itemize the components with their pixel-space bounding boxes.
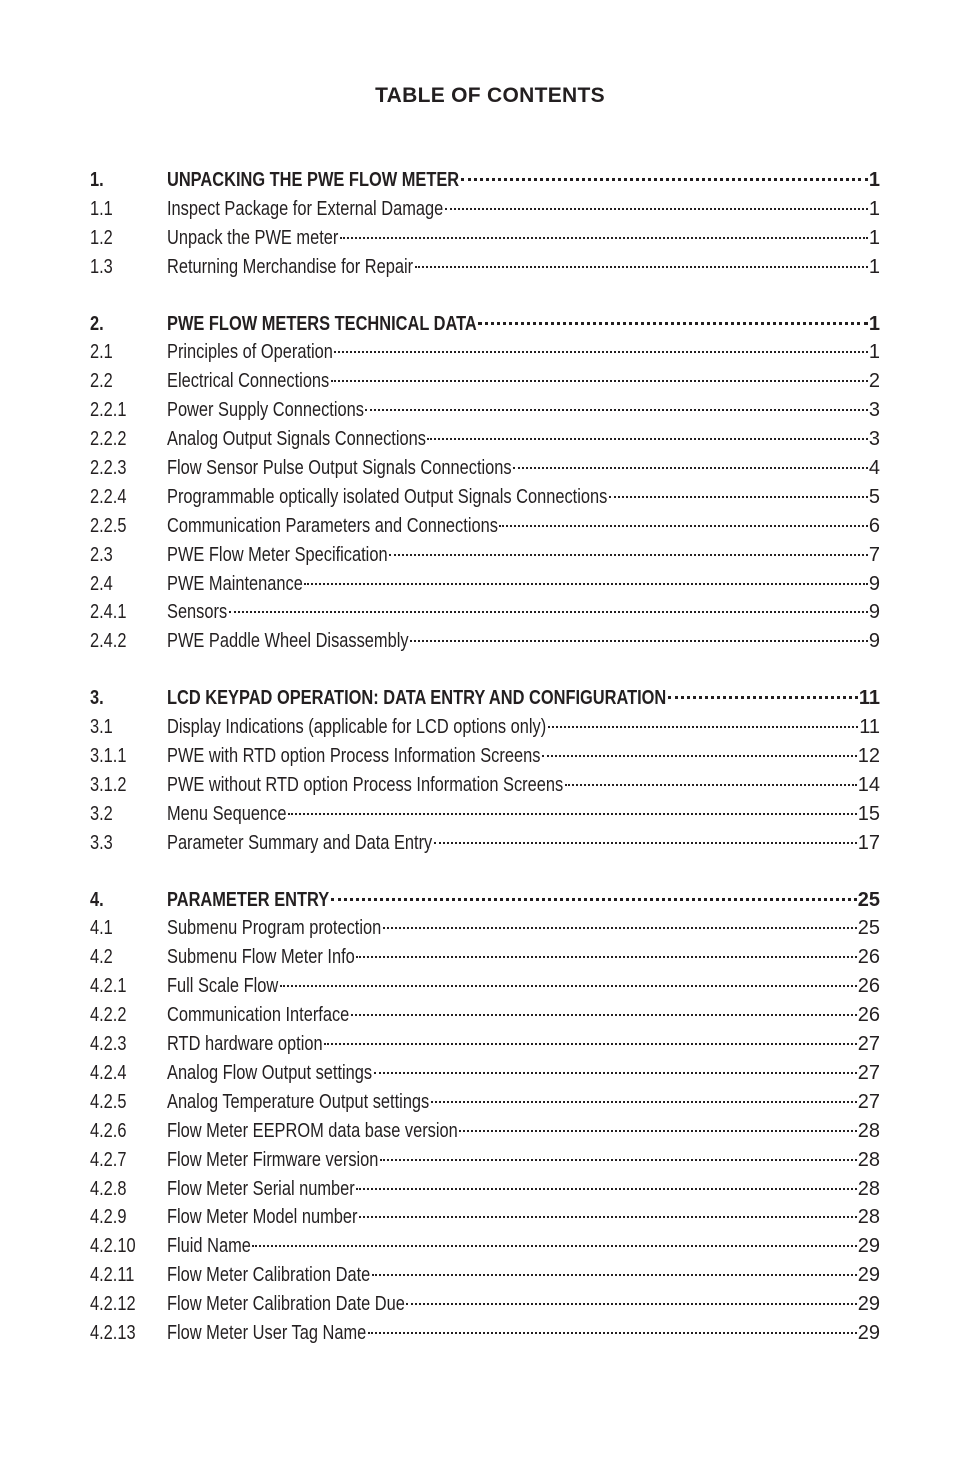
toc-page-number: 11 — [859, 716, 880, 739]
dot-leader — [609, 496, 868, 498]
toc-entry-title: Parameter Summary and Data Entry — [167, 831, 433, 854]
dot-leader — [351, 1014, 857, 1016]
toc-entry[interactable] — [90, 396, 880, 425]
dot-leader — [461, 178, 868, 181]
toc-page-number: 1 — [868, 341, 880, 364]
toc-entry-number: 3.1 — [90, 716, 113, 739]
toc-entry[interactable] — [90, 742, 880, 771]
toc-entry[interactable] — [90, 1319, 880, 1348]
toc-entry[interactable] — [90, 972, 880, 1001]
toc-entry-number: 4.2.5 — [90, 1090, 127, 1113]
toc-entry[interactable] — [90, 943, 880, 972]
toc-entry[interactable] — [90, 914, 880, 943]
toc-entry-number: 1.3 — [90, 255, 113, 278]
toc-entry-number: 1. — [90, 169, 104, 191]
toc-page-number: 15 — [857, 802, 880, 825]
dot-leader — [565, 784, 857, 786]
toc-entry-title: Flow Meter Firmware version — [167, 1148, 379, 1171]
toc-entry[interactable] — [90, 483, 880, 512]
toc-entry-title: Returning Merchandise for Repair — [167, 255, 414, 278]
toc-page-number: 28 — [857, 1119, 880, 1142]
toc-entry[interactable] — [90, 1261, 880, 1290]
toc-page-number: 25 — [857, 888, 880, 911]
toc-page-number: 26 — [857, 946, 880, 969]
toc-entry-number: 3.2 — [90, 802, 113, 825]
toc-entry-title: Flow Sensor Pulse Output Signals Connections — [167, 457, 512, 480]
toc-entry-title: Principles of Operation — [167, 341, 333, 364]
toc-entry-title: Flow Meter Calibration Date — [167, 1264, 371, 1287]
toc-entry[interactable] — [90, 253, 880, 282]
toc-entry-title: Analog Output Signals Connections — [167, 428, 426, 451]
toc-page-number: 29 — [857, 1293, 880, 1316]
toc-page-number: 4 — [868, 457, 880, 480]
toc-entry-title: Flow Meter Calibration Date Due — [167, 1293, 405, 1316]
toc-entry[interactable] — [90, 338, 880, 367]
toc-entry-number: 4.2.4 — [90, 1061, 127, 1084]
table-of-contents — [90, 166, 880, 1376]
toc-section — [90, 886, 880, 1348]
dot-leader — [380, 1159, 857, 1161]
dot-leader — [415, 266, 868, 268]
toc-page-number: 5 — [868, 485, 880, 508]
dot-leader — [542, 755, 857, 757]
toc-page-number: 25 — [857, 917, 880, 940]
toc-entry-title: LCD KEYPAD OPERATION: DATA ENTRY AND CONFIGURATION — [167, 687, 667, 710]
toc-page-number: 26 — [857, 1004, 880, 1027]
toc-entry-title: Analog Temperature Output settings — [167, 1090, 430, 1113]
toc-entry-number: 2.4.2 — [90, 630, 127, 653]
toc-entry[interactable] — [90, 425, 880, 454]
toc-entry-title: PWE without RTD option Process Information Screens — [167, 773, 564, 796]
toc-entry-number: 3.1.1 — [90, 745, 127, 768]
dot-leader — [548, 726, 858, 728]
toc-entry-number: 4. — [90, 888, 104, 911]
toc-entry[interactable] — [90, 1203, 880, 1232]
toc-entry[interactable] — [90, 771, 880, 800]
toc-entry[interactable] — [90, 1146, 880, 1175]
toc-entry-number: 2. — [90, 312, 104, 335]
toc-entry-number: 2.2.4 — [90, 485, 127, 508]
toc-page-number: 9 — [868, 630, 880, 653]
toc-page-number: 6 — [868, 514, 880, 537]
toc-entry-number: 2.3 — [90, 543, 113, 566]
toc-entry-number: 3. — [90, 687, 104, 710]
toc-entry[interactable] — [90, 1175, 880, 1204]
toc-page-number: 14 — [857, 773, 880, 796]
toc-entry-number: 4.2.13 — [90, 1321, 136, 1344]
dot-leader — [499, 525, 868, 527]
toc-entry-number: 3.3 — [90, 831, 113, 854]
dot-leader — [356, 1188, 857, 1190]
toc-entry-title: Communication Parameters and Connections — [167, 514, 498, 537]
toc-page-number: 26 — [857, 975, 880, 998]
toc-entry-number: 2.1 — [90, 341, 113, 364]
dot-leader — [229, 611, 868, 613]
toc-entry[interactable] — [90, 713, 880, 742]
toc-entry-number: 4.2 — [90, 946, 113, 969]
toc-chapter-heading[interactable] — [90, 886, 880, 915]
toc-entry[interactable] — [90, 1290, 880, 1319]
toc-entry[interactable] — [90, 367, 880, 396]
toc-section — [90, 166, 880, 282]
toc-entry[interactable] — [90, 1001, 880, 1030]
toc-page-number: 1 — [868, 226, 880, 249]
toc-entry[interactable] — [90, 541, 880, 570]
toc-entry-title: PWE FLOW METERS TECHNICAL DATA — [167, 312, 477, 335]
toc-entry-title: Flow Meter EEPROM data base version — [167, 1119, 458, 1142]
toc-entry-title: PWE with RTD option Process Information Screens — [167, 745, 541, 768]
toc-entry-number: 2.4.1 — [90, 601, 127, 624]
toc-entry-title: Unpack the PWE meter — [167, 226, 339, 249]
dot-leader — [334, 351, 868, 353]
toc-entry-title: Submenu Flow Meter Info — [167, 946, 355, 969]
toc-entry-title: Fluid Name — [167, 1235, 251, 1258]
toc-entry-number: 4.2.8 — [90, 1177, 127, 1200]
toc-entry-number: 2.2.5 — [90, 514, 127, 537]
dot-leader — [427, 438, 868, 440]
toc-page-number: 9 — [868, 572, 880, 595]
toc-entry-title: RTD hardware option — [167, 1033, 323, 1056]
toc-page-number: 2 — [868, 370, 880, 393]
toc-page-number: 28 — [857, 1148, 880, 1171]
toc-entry[interactable] — [90, 224, 880, 253]
dot-leader — [406, 1303, 857, 1305]
toc-page-number: 29 — [857, 1264, 880, 1287]
toc-entry-title: PWE Paddle Wheel Disassembly — [167, 630, 409, 653]
toc-entry-number: 4.2.9 — [90, 1206, 127, 1229]
toc-entry-number: 2.4 — [90, 572, 113, 595]
toc-entry[interactable] — [90, 195, 880, 224]
page-title: TABLE OF CONTENTS — [375, 84, 605, 107]
toc-entry-title: PWE Maintenance — [167, 572, 303, 595]
toc-page-number: 29 — [857, 1235, 880, 1258]
toc-entry[interactable] — [90, 512, 880, 541]
toc-entry-title: Electrical Connections — [167, 370, 330, 393]
toc-page-number: 29 — [857, 1321, 880, 1344]
toc-page-number: 28 — [857, 1177, 880, 1200]
toc-page-number: 3 — [868, 399, 880, 422]
dot-leader — [324, 1043, 857, 1045]
toc-entry-title: Communication Interface — [167, 1004, 350, 1027]
toc-entry[interactable] — [90, 570, 880, 599]
dot-leader — [383, 927, 857, 929]
toc-page-number: 27 — [857, 1090, 880, 1113]
dot-leader — [368, 1332, 857, 1334]
toc-entry-number: 1.1 — [90, 197, 113, 220]
toc-chapter-heading[interactable] — [90, 166, 880, 195]
toc-page-number: 17 — [857, 831, 880, 854]
dot-leader — [356, 956, 857, 958]
toc-entry-title: Analog Flow Output settings — [167, 1061, 373, 1084]
dot-leader — [668, 696, 858, 699]
dot-leader — [445, 208, 868, 210]
toc-entry-number: 3.1.2 — [90, 773, 127, 796]
toc-entry[interactable] — [90, 800, 880, 829]
toc-page-number: 27 — [857, 1033, 880, 1056]
toc-entry[interactable] — [90, 1088, 880, 1117]
dot-leader — [252, 1245, 857, 1247]
toc-entry[interactable] — [90, 1059, 880, 1088]
toc-entry-title: Flow Meter Serial number — [167, 1177, 355, 1200]
toc-page-number: 7 — [868, 543, 880, 566]
toc-entry[interactable] — [90, 598, 880, 627]
toc-chapter-heading[interactable] — [90, 684, 880, 713]
toc-entry-number: 4.2.1 — [90, 975, 127, 998]
toc-entry-title: Full Scale Flow — [167, 975, 279, 998]
dot-leader — [389, 554, 868, 556]
dot-leader — [431, 1101, 857, 1103]
toc-entry-title: Display Indications (applicable for LCD options only) — [167, 716, 547, 739]
dot-leader — [410, 640, 868, 642]
toc-entry-title: Programmable optically isolated Output Signals Connections — [167, 485, 608, 508]
dot-leader — [372, 1274, 857, 1276]
toc-entry-title: Submenu Program protection — [167, 917, 382, 940]
toc-page-number: 1 — [868, 197, 880, 220]
dot-leader — [331, 380, 868, 382]
toc-page-number: 1 — [868, 312, 880, 335]
toc-page-number: 3 — [868, 428, 880, 451]
toc-page-number: 1 — [868, 169, 880, 191]
toc-entry-number: 4.2.11 — [90, 1264, 135, 1287]
toc-entry-title: Flow Meter User Tag Name — [167, 1321, 367, 1344]
toc-entry-number: 2.2.3 — [90, 457, 127, 480]
toc-entry-number: 4.2.12 — [90, 1293, 136, 1316]
toc-entry-number: 4.2.7 — [90, 1148, 127, 1171]
toc-entry[interactable] — [90, 1117, 880, 1146]
toc-entry-number: 1.2 — [90, 226, 113, 249]
toc-entry-number: 4.2.3 — [90, 1033, 127, 1056]
toc-page-number: 28 — [857, 1206, 880, 1229]
toc-entry-number: 4.1 — [90, 917, 113, 940]
toc-entry-title: PWE Flow Meter Specification — [167, 543, 388, 566]
toc-entry-number: 4.2.2 — [90, 1004, 127, 1027]
toc-entry-number: 4.2.6 — [90, 1119, 127, 1142]
dot-leader — [288, 813, 857, 815]
toc-chapter-heading[interactable] — [90, 310, 880, 339]
toc-entry-title: Sensors — [167, 601, 228, 624]
toc-entry-title: Inspect Package for External Damage — [167, 197, 444, 220]
toc-entry-number: 2.2.2 — [90, 428, 127, 451]
toc-page-number: 27 — [857, 1061, 880, 1084]
toc-section — [90, 684, 880, 857]
toc-entry[interactable] — [90, 627, 880, 656]
dot-leader — [374, 1072, 857, 1074]
toc-page-number: 9 — [868, 601, 880, 624]
dot-leader — [459, 1130, 857, 1132]
toc-entry[interactable] — [90, 829, 880, 858]
dot-leader — [280, 985, 857, 987]
dot-leader — [365, 409, 868, 411]
toc-page-number: 11 — [858, 687, 880, 710]
toc-page-number: 12 — [857, 745, 880, 768]
dot-leader — [434, 842, 857, 844]
toc-entry[interactable] — [90, 1030, 880, 1059]
toc-entry-title: UNPACKING THE PWE FLOW METER — [167, 169, 460, 191]
toc-entry-title: Flow Meter Model number — [167, 1206, 358, 1229]
toc-entry-title: Power Supply Connections — [167, 399, 364, 422]
toc-entry[interactable] — [90, 1232, 880, 1261]
toc-entry[interactable] — [90, 454, 880, 483]
toc-entry-number: 2.2.1 — [90, 399, 127, 422]
dot-leader — [331, 898, 857, 901]
toc-entry-number: 4.2.10 — [90, 1235, 136, 1258]
toc-entry-number: 2.2 — [90, 370, 113, 393]
toc-entry-title: PARAMETER ENTRY — [167, 888, 330, 911]
toc-page-number: 1 — [868, 255, 880, 278]
dot-leader — [513, 467, 868, 469]
toc-entry-title: Menu Sequence — [167, 802, 287, 825]
dot-leader — [478, 322, 868, 325]
dot-leader — [359, 1216, 857, 1218]
dot-leader — [304, 583, 868, 585]
dot-leader — [340, 237, 868, 239]
toc-section — [90, 310, 880, 657]
